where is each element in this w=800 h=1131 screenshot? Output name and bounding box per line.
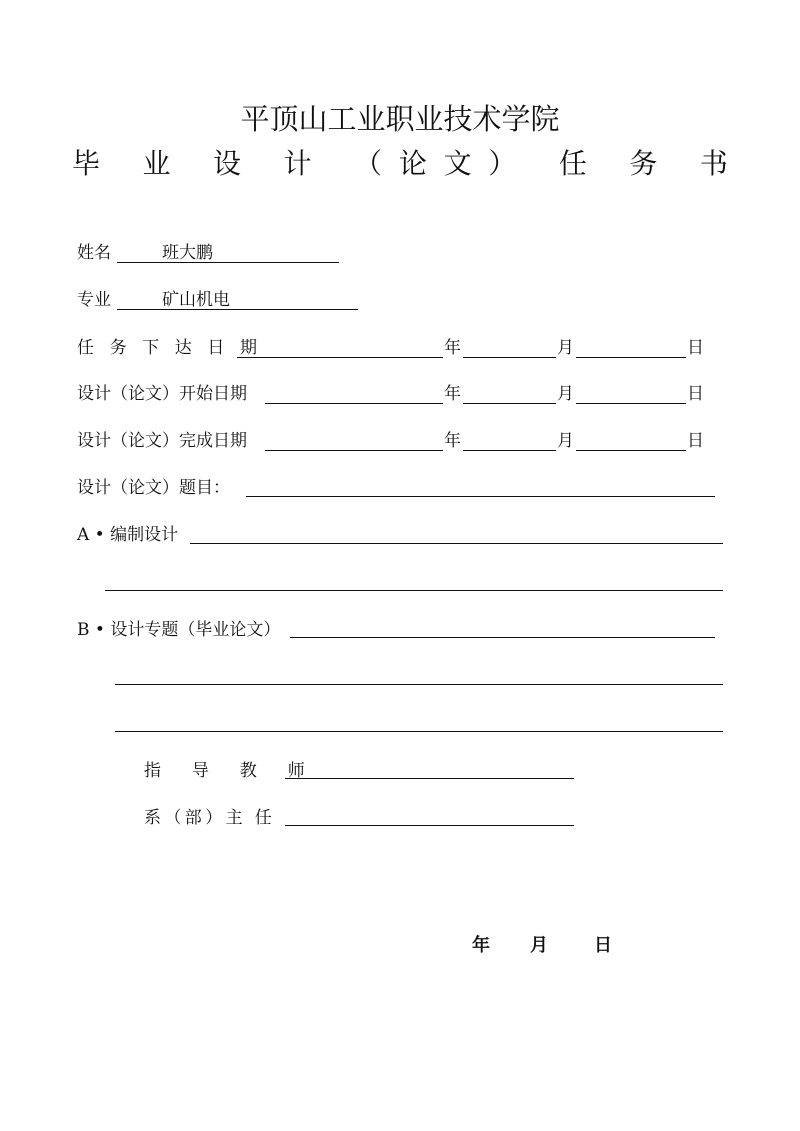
section-b-line-3[interactable]: [115, 731, 723, 732]
section-b-label: B • 设计专题（毕业论文）: [77, 620, 281, 640]
start-date-month-field[interactable]: [463, 403, 556, 404]
finish-date-month-field[interactable]: [463, 450, 556, 451]
start-date-month-unit: 月: [557, 384, 574, 404]
section-b-line-2[interactable]: [115, 684, 723, 685]
issue-date-year-field[interactable]: [237, 357, 443, 358]
start-date-day-unit: 日: [687, 384, 704, 404]
issue-date-year-unit: 年: [444, 338, 461, 358]
finish-date-day-field[interactable]: [576, 450, 686, 451]
section-a-line-1[interactable]: [190, 543, 723, 544]
start-date-day-field[interactable]: [576, 403, 686, 404]
topic-field[interactable]: [246, 496, 715, 497]
name-value[interactable]: 班大鹏: [162, 243, 213, 263]
issue-date-day-field[interactable]: [576, 357, 686, 358]
finish-date-day-unit: 日: [687, 431, 704, 451]
name-underline: [117, 262, 339, 263]
advisor-field[interactable]: [285, 778, 574, 779]
footer-day: 日: [594, 935, 612, 956]
major-label: 专业: [77, 290, 111, 310]
document-title: 毕 业 设 计 （论文） 任 务 书: [72, 147, 745, 180]
footer-month: 月: [530, 935, 548, 956]
finish-date-month-unit: 月: [557, 431, 574, 451]
major-underline: [117, 309, 358, 310]
finish-date-year-field[interactable]: [265, 450, 443, 451]
issue-date-day-unit: 日: [687, 338, 704, 358]
start-date-year-field[interactable]: [265, 403, 443, 404]
issue-date-month-unit: 月: [557, 338, 574, 358]
topic-label: 设计（论文）题目：: [77, 478, 230, 498]
start-date-year-unit: 年: [444, 384, 461, 404]
dept-head-label: [144, 808, 275, 828]
footer-year: 年: [472, 935, 490, 956]
issue-date-month-field[interactable]: [463, 357, 556, 358]
finish-date-year-unit: 年: [444, 431, 461, 451]
institution-title: 平顶山工业职业技术学院: [240, 102, 560, 136]
section-a-line-2[interactable]: [105, 590, 723, 591]
finish-date-label: 设计（论文）完成日期: [77, 431, 247, 451]
section-a-label: A • 编制设计: [77, 525, 179, 545]
major-value[interactable]: 矿山机电: [162, 290, 230, 310]
start-date-label: 设计（论文）开始日期: [77, 384, 247, 404]
section-b-line-1[interactable]: [290, 637, 715, 638]
name-label: 姓名: [77, 243, 111, 263]
dept-head-field[interactable]: [285, 825, 574, 826]
dept-head-text: 系（部）主 任: [144, 808, 276, 828]
advisor-label: 指 导 教 师: [144, 761, 318, 781]
issue-date-label: 任 务 下 达 日 期: [77, 338, 263, 358]
